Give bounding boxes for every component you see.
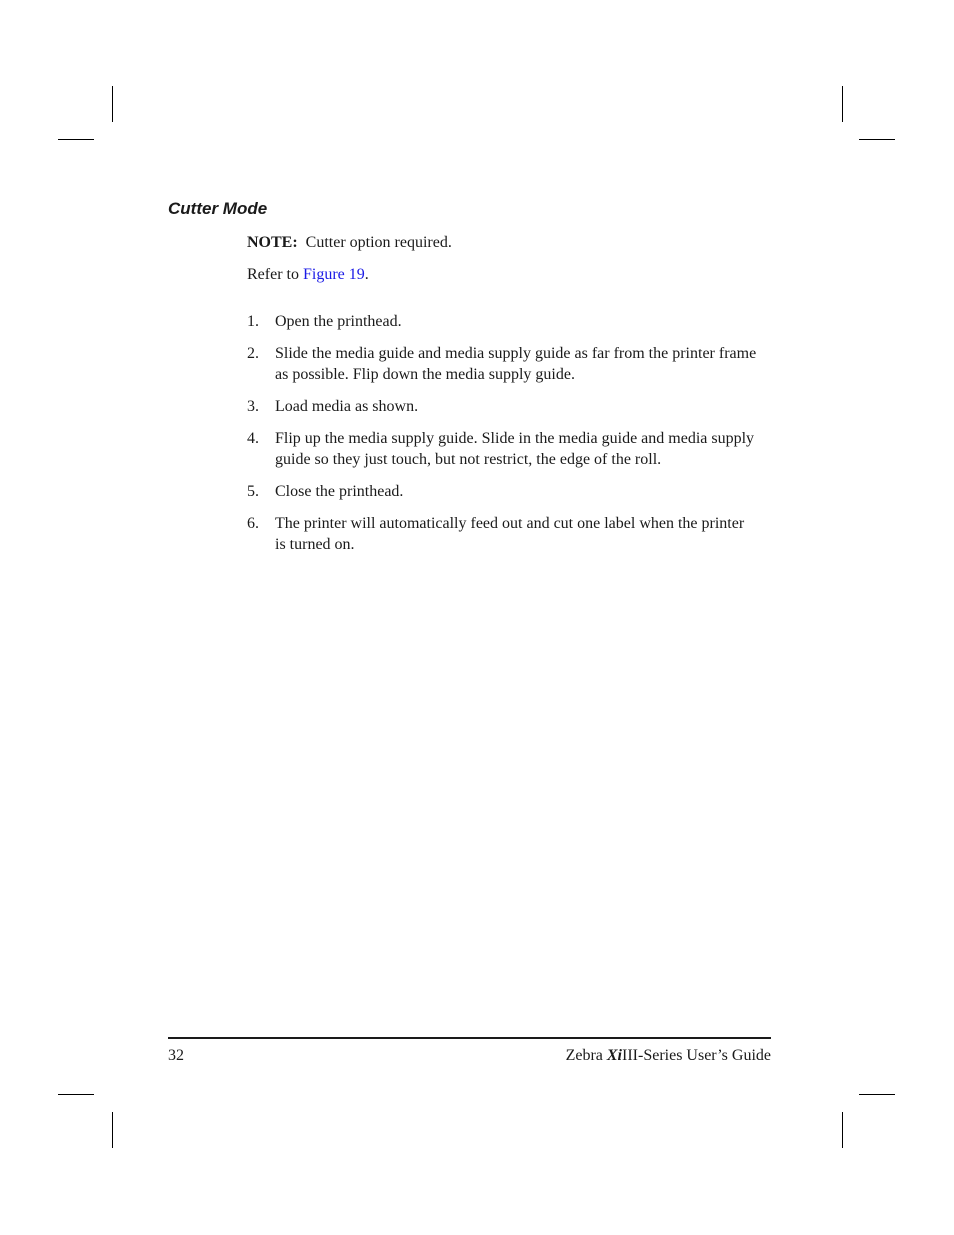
procedure-steps xyxy=(247,311,757,566)
step-text: The printer will automatically feed out and cut one label when the printer is turned on. xyxy=(275,515,745,553)
crop-mark-top-left-horizontal xyxy=(58,139,94,140)
crop-mark-bottom-left-vertical xyxy=(112,1112,113,1148)
footer-title-suffix: III-Series User’s Guide xyxy=(622,1047,771,1064)
step-item xyxy=(247,311,757,332)
step-number: 5. xyxy=(247,483,259,500)
crop-mark-top-right-horizontal xyxy=(859,139,895,140)
step-item xyxy=(247,396,757,417)
step-item xyxy=(247,513,757,555)
note-label: NOTE: xyxy=(247,234,298,251)
crop-mark-top-right-vertical xyxy=(842,86,843,122)
refer-suffix: . xyxy=(364,266,369,283)
step-text: Open the printhead. xyxy=(275,313,402,330)
step-text: Slide the media guide and media supply guide as far from the printer frame as possible. Flip down the media supply guide. xyxy=(275,345,757,383)
step-text: Close the printhead. xyxy=(275,483,404,500)
footer-title-italic: Xi xyxy=(606,1047,622,1064)
refer-prefix: Refer to xyxy=(247,266,303,283)
step-number: 2. xyxy=(247,345,259,362)
crop-mark-bottom-right-vertical xyxy=(842,1112,843,1148)
section-heading: Cutter Mode xyxy=(168,199,268,218)
step-item xyxy=(247,343,757,385)
crop-mark-bottom-right-horizontal xyxy=(859,1094,895,1095)
step-item xyxy=(247,428,757,470)
step-item xyxy=(247,481,757,502)
note-text: Cutter option required. xyxy=(305,234,452,251)
footer-divider xyxy=(168,1037,771,1039)
footer-book-title xyxy=(566,1045,771,1066)
refer-line xyxy=(247,264,369,285)
figure-link[interactable]: Figure 19 xyxy=(302,266,365,283)
step-number: 1. xyxy=(247,313,259,330)
footer-title-prefix: Zebra xyxy=(565,1047,607,1064)
step-number: 3. xyxy=(247,398,259,415)
crop-mark-top-left-vertical xyxy=(112,86,113,122)
note-line xyxy=(247,232,452,253)
step-text: Flip up the media supply guide. Slide in the media guide and media supply guide so they just touch, but not restrict, the edge of the roll. xyxy=(275,430,755,468)
step-number: 4. xyxy=(247,430,259,447)
crop-mark-bottom-left-horizontal xyxy=(58,1094,94,1095)
step-number: 6. xyxy=(247,515,259,532)
step-text: Load media as shown. xyxy=(275,398,419,415)
page-number: 32 xyxy=(168,1047,184,1064)
